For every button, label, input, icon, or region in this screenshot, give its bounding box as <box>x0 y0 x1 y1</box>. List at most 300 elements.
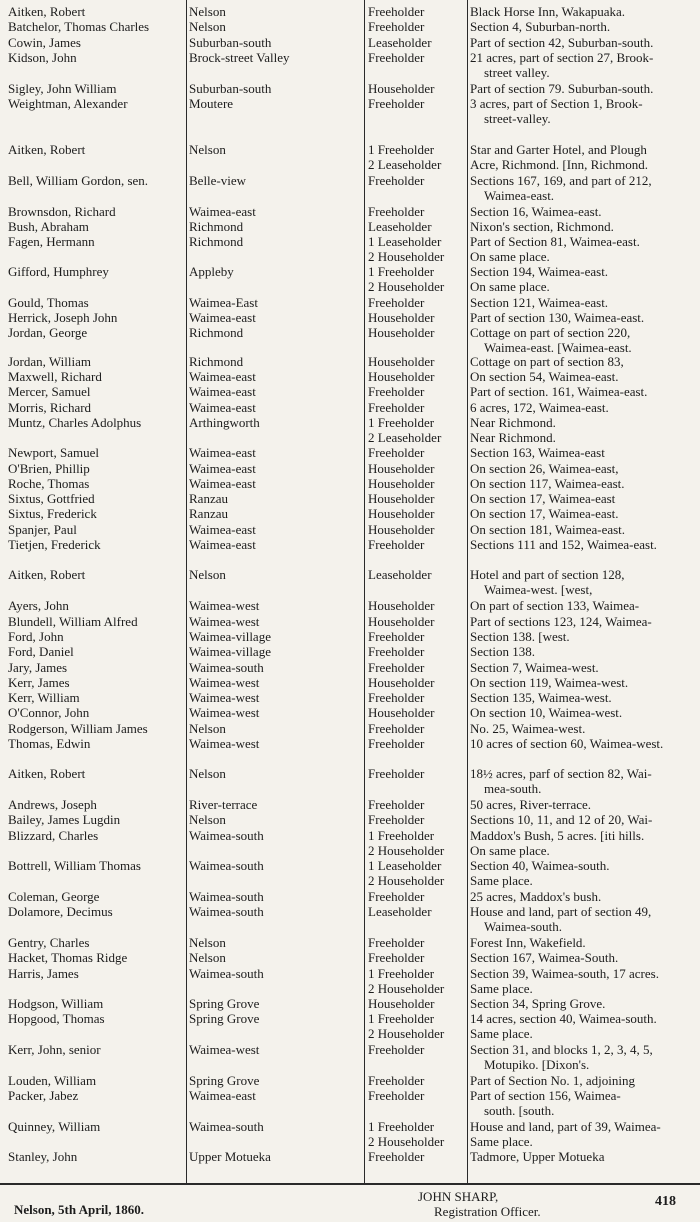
officer-name: JOHN SHARP, <box>418 1189 499 1204</box>
property-description <box>470 1011 698 1042</box>
property-line: Section 194, Waimea-east. <box>470 264 609 279</box>
voter-name: Bottrell, William Thomas <box>8 858 141 873</box>
property-description <box>470 614 698 629</box>
qualification-line: Freeholder <box>368 384 425 399</box>
place-of-abode: Waimea-west <box>189 705 260 720</box>
property-line: On section 17, Waimea-east <box>470 491 616 506</box>
voter-name: Jordan, George <box>8 325 88 340</box>
voter-name: O'Brien, Phillip <box>8 461 90 476</box>
place-of-abode: Waimea-south <box>189 889 264 904</box>
qualification-line: 1 Freeholder <box>368 142 435 157</box>
property-description <box>470 966 698 997</box>
voter-name: Rodgerson, William James <box>8 721 148 736</box>
property-description <box>470 219 698 234</box>
qualification <box>368 522 466 537</box>
voter-name: Coleman, George <box>8 889 100 904</box>
place-of-abode: Waimea-south <box>189 858 264 873</box>
qualification-line: 1 Freeholder <box>368 1011 435 1026</box>
qualification <box>368 219 466 234</box>
place-of-abode: Appleby <box>189 264 234 279</box>
qualification-line: Freeholder <box>368 50 425 65</box>
qualification-line: Freeholder <box>368 173 425 188</box>
place-of-abode: Nelson <box>189 721 226 736</box>
bottom-rule <box>0 1183 700 1185</box>
property-line: House and land, part of 39, Waimea- <box>470 1119 661 1134</box>
qualification <box>368 889 466 904</box>
voter-name: Blizzard, Charles <box>8 828 99 843</box>
voter-name: Spanjer, Paul <box>8 522 77 537</box>
place-of-abode: Waimea-east <box>189 445 256 460</box>
voter-name: Andrews, Joseph <box>8 797 97 812</box>
property-line: Section 7, Waimea-west. <box>470 660 599 675</box>
property-line: No. 25, Waimea-west. <box>470 721 586 736</box>
qualification <box>368 354 466 369</box>
place-of-abode: Waimea-village <box>189 644 271 659</box>
property-line: street-valley. <box>484 111 551 127</box>
qualification <box>368 1149 466 1164</box>
voter-name: Blundell, William Alfred <box>8 614 138 629</box>
property-description <box>470 234 698 265</box>
qualification-line: Leaseholder <box>368 567 432 582</box>
property-line: On section 26, Waimea-east, <box>470 461 619 476</box>
property-description <box>470 904 698 935</box>
place-of-abode: Waimea-east <box>189 1088 256 1103</box>
qualification <box>368 812 466 827</box>
place-of-abode: Spring Grove <box>189 996 260 1011</box>
qualification <box>368 369 466 384</box>
property-description <box>470 19 698 34</box>
property-description <box>470 812 698 827</box>
property-description <box>470 766 698 797</box>
property-line: Near Richmond. <box>470 415 556 430</box>
voter-name: Aitken, Robert <box>8 142 86 157</box>
place-of-abode: Moutere <box>189 96 234 111</box>
voter-name: Hodgson, William <box>8 996 104 1011</box>
property-description <box>470 675 698 690</box>
property-line: Sections 111 and 152, Waimea-east. <box>470 537 657 552</box>
qualification-line: Householder <box>368 310 435 325</box>
voter-name: Herrick, Joseph John <box>8 310 118 325</box>
place-of-abode: Upper Motueka <box>189 1149 271 1164</box>
property-line: On section 117, Waimea-east. <box>470 476 625 491</box>
qualification-line: Householder <box>368 522 435 537</box>
property-line: On section 17, Waimea-east. <box>470 506 619 521</box>
place-of-abode: Belle-view <box>189 173 247 188</box>
property-line: 25 acres, Maddox's bush. <box>470 889 602 904</box>
place-of-abode: Waimea-south <box>189 828 264 843</box>
place-of-abode: Nelson <box>189 567 226 582</box>
qualification <box>368 400 466 415</box>
place-of-abode: Waimea-east <box>189 400 256 415</box>
qualification <box>368 142 466 173</box>
property-line: Section 163, Waimea-east <box>470 445 605 460</box>
property-line: Sections 167, 169, and part of 212, <box>470 173 652 188</box>
qualification <box>368 506 466 521</box>
voter-name: Roche, Thomas <box>8 476 90 491</box>
qualification <box>368 234 466 265</box>
property-line: On same place. <box>470 843 550 859</box>
property-line: Same place. <box>470 1026 533 1042</box>
property-line: Waimea-east. <box>484 188 555 204</box>
place-of-abode: Waimea-south <box>189 660 264 675</box>
qualification <box>368 644 466 659</box>
qualification-line: Freeholder <box>368 766 425 781</box>
voter-name: Kidson, John <box>8 50 77 65</box>
place-of-abode: Suburban-south <box>189 81 272 96</box>
voter-name: Kerr, James <box>8 675 70 690</box>
property-line: Part of section 156, Waimea- <box>470 1088 621 1103</box>
voter-name: Dolamore, Decimus <box>8 904 113 919</box>
property-line: Section 40, Waimea-south. <box>470 858 610 873</box>
voter-name: Newport, Samuel <box>8 445 99 460</box>
property-line: Sections 10, 11, and 12 of 20, Wai- <box>470 812 653 827</box>
qualification-line: Freeholder <box>368 660 425 675</box>
property-description <box>470 400 698 415</box>
property-description <box>470 173 698 204</box>
place-of-abode: Waimea-west <box>189 736 260 751</box>
voter-name: Bush, Abraham <box>8 219 89 234</box>
qualification-line: Householder <box>368 705 435 720</box>
place-of-abode: Waimea-east <box>189 476 256 491</box>
place-of-abode: Waimea-west <box>189 614 260 629</box>
property-line: 21 acres, part of section 27, Brook- <box>470 50 654 65</box>
qualification <box>368 295 466 310</box>
column-rule <box>467 0 468 1183</box>
voter-name: Tietjen, Frederick <box>8 537 101 552</box>
qualification-line: 1 Freeholder <box>368 264 435 279</box>
place-of-abode: Waimea-south <box>189 966 264 981</box>
voter-name: Hacket, Thomas Ridge <box>8 950 128 965</box>
property-description <box>470 736 698 751</box>
voter-name: Gentry, Charles <box>8 935 90 950</box>
qualification <box>368 4 466 19</box>
property-line: On section 119, Waimea-west. <box>470 675 629 690</box>
voter-name: Sixtus, Frederick <box>8 506 97 521</box>
property-line: Motupiko. [Dixon's. <box>484 1057 590 1073</box>
property-description <box>470 50 698 81</box>
place-of-abode: Waimea-west <box>189 675 260 690</box>
voter-name: Sixtus, Gottfried <box>8 491 95 506</box>
property-description <box>470 705 698 720</box>
place-of-abode: Nelson <box>189 19 226 34</box>
property-line: Forest Inn, Wakefield. <box>470 935 586 950</box>
property-line: Section 4, Suburban-north. <box>470 19 611 34</box>
voter-name: Louden, William <box>8 1073 97 1088</box>
property-line: Part of section 130, Waimea-east. <box>470 310 645 325</box>
property-description <box>470 1149 698 1164</box>
property-description <box>470 537 698 552</box>
property-line: 50 acres, River-terrace. <box>470 797 591 812</box>
qualification-line: Householder <box>368 81 435 96</box>
qualification <box>368 1119 466 1150</box>
qualification <box>368 996 466 1011</box>
qualification-line: Householder <box>368 476 435 491</box>
property-line: Section 31, and blocks 1, 2, 3, 4, 5, <box>470 1042 653 1057</box>
voter-name: Bell, William Gordon, sen. <box>8 173 149 188</box>
property-line: south. [south. <box>484 1103 555 1119</box>
qualification-line: 2 Householder <box>368 279 445 295</box>
qualification <box>368 537 466 552</box>
property-line: Hotel and part of section 128, <box>470 567 625 582</box>
property-line: Same place. <box>470 1134 533 1150</box>
qualification <box>368 1088 466 1103</box>
property-description <box>470 598 698 613</box>
qualification-line: Householder <box>368 461 435 476</box>
qualification-line: Householder <box>368 491 435 506</box>
qualification-line: Freeholder <box>368 797 425 812</box>
property-description <box>470 354 698 369</box>
qualification-line: Leaseholder <box>368 904 432 919</box>
voter-name: Kerr, William <box>8 690 80 705</box>
qualification-line: 2 Householder <box>368 981 445 997</box>
qualification <box>368 904 466 919</box>
property-line: On section 54, Waimea-east. <box>470 369 619 384</box>
place-of-abode: Waimea-south <box>189 904 264 919</box>
voter-name: Kerr, John, senior <box>8 1042 101 1057</box>
qualification-line: 2 Householder <box>368 1026 445 1042</box>
property-line: Near Richmond. <box>470 430 556 446</box>
property-line: Acre, Richmond. [Inn, Richmond. <box>470 157 648 173</box>
voter-name: Packer, Jabez <box>8 1088 79 1103</box>
property-description <box>470 476 698 491</box>
place-of-abode: Nelson <box>189 4 226 19</box>
qualification-line: 1 Freeholder <box>368 828 435 843</box>
place-of-abode: River-terrace <box>189 797 258 812</box>
place-of-abode: Waimea-west <box>189 598 260 613</box>
place-of-abode: Arthingworth <box>189 415 260 430</box>
place-of-abode: Waimea-east <box>189 384 256 399</box>
qualification <box>368 310 466 325</box>
qualification-line: 2 Leaseholder <box>368 157 442 173</box>
property-line: 6 acres, 172, Waimea-east. <box>470 400 609 415</box>
place-of-abode: Waimea-east <box>189 522 256 537</box>
qualification-line: Freeholder <box>368 629 425 644</box>
voter-name: Gould, Thomas <box>8 295 89 310</box>
property-line: Part of Section 81, Waimea-east. <box>470 234 640 249</box>
qualification <box>368 567 466 582</box>
qualification-line: 1 Freeholder <box>368 966 435 981</box>
place-of-abode: Richmond <box>189 325 244 340</box>
property-description <box>470 310 698 325</box>
qualification <box>368 1042 466 1057</box>
qualification-line: Freeholder <box>368 96 425 111</box>
qualification <box>368 705 466 720</box>
qualification-line: 2 Householder <box>368 873 445 889</box>
property-description <box>470 204 698 219</box>
qualification <box>368 950 466 965</box>
property-line: Same place. <box>470 873 533 889</box>
property-line: Part of sections 123, 124, Waimea- <box>470 614 652 629</box>
qualification-line: 1 Leaseholder <box>368 858 442 873</box>
property-description <box>470 1073 698 1088</box>
place-of-abode: Waimea-east <box>189 369 256 384</box>
property-line: Nixon's section, Richmond. <box>470 219 614 234</box>
place-of-abode: Nelson <box>189 935 226 950</box>
qualification-line: Freeholder <box>368 721 425 736</box>
voter-name: Thomas, Edwin <box>8 736 91 751</box>
property-description <box>470 660 698 675</box>
qualification-line: Freeholder <box>368 400 425 415</box>
property-line: Black Horse Inn, Wakapuaka. <box>470 4 626 19</box>
property-description <box>470 935 698 950</box>
voter-name: Muntz, Charles Adolphus <box>8 415 142 430</box>
property-line: mea-south. <box>484 781 542 797</box>
property-line: street valley. <box>484 65 550 81</box>
qualification-line: Leaseholder <box>368 35 432 50</box>
property-line: Part of Section No. 1, adjoining <box>470 1073 636 1088</box>
property-line: Waimea-south. <box>484 919 563 935</box>
voter-name: Stanley, John <box>8 1149 78 1164</box>
place-of-abode: Waimea-East <box>189 295 258 310</box>
qualification-line: Freeholder <box>368 935 425 950</box>
qualification <box>368 461 466 476</box>
voter-name: Bailey, James Lugdin <box>8 812 121 827</box>
qualification-line: 1 Leaseholder <box>368 234 442 249</box>
voter-name: Fagen, Hermann <box>8 234 95 249</box>
qualification-line: 1 Freeholder <box>368 415 435 430</box>
property-line: Section 39, Waimea-south, 17 acres. <box>470 966 659 981</box>
property-line: Star and Garter Hotel, and Plough <box>470 142 647 157</box>
qualification <box>368 35 466 50</box>
qualification-line: 2 Leaseholder <box>368 430 442 446</box>
officer-signature <box>410 1189 541 1219</box>
property-description <box>470 996 698 1011</box>
column-rule <box>186 0 187 1183</box>
qualification <box>368 50 466 65</box>
property-description <box>470 35 698 50</box>
qualification-line: 2 Householder <box>368 843 445 859</box>
qualification <box>368 629 466 644</box>
qualification-line: Freeholder <box>368 812 425 827</box>
qualification-line: Householder <box>368 675 435 690</box>
property-description <box>470 950 698 965</box>
column-rule <box>364 0 365 1183</box>
property-description <box>470 690 698 705</box>
qualification-line: Freeholder <box>368 950 425 965</box>
place-of-abode: Ranzau <box>189 491 228 506</box>
voter-name: Quinney, William <box>8 1119 101 1134</box>
property-description <box>470 629 698 644</box>
voter-name: Batchelor, Thomas Charles <box>8 19 150 34</box>
qualification-line: Freeholder <box>368 445 425 460</box>
place-of-abode: Ranzau <box>189 506 228 521</box>
place-of-abode: Waimea-east <box>189 537 256 552</box>
qualification <box>368 325 466 340</box>
property-line: House and land, part of section 49, <box>470 904 652 919</box>
property-description <box>470 797 698 812</box>
qualification <box>368 660 466 675</box>
property-line: On same place. <box>470 279 550 295</box>
qualification-line: Freeholder <box>368 295 425 310</box>
place-of-abode: Waimea-west <box>189 1042 260 1057</box>
qualification-line: Freeholder <box>368 204 425 219</box>
qualification-line: Freeholder <box>368 736 425 751</box>
property-description <box>470 295 698 310</box>
property-line: Section 135, Waimea-west. <box>470 690 612 705</box>
property-line: Section 138. <box>470 644 535 659</box>
property-description <box>470 567 698 598</box>
voter-name: Ford, Daniel <box>8 644 74 659</box>
qualification-line: Freeholder <box>368 19 425 34</box>
voter-name: Aitken, Robert <box>8 766 86 781</box>
voter-name: Gifford, Humphrey <box>8 264 109 279</box>
property-description <box>470 81 698 96</box>
property-line: Maddox's Bush, 5 acres. [iti hills. <box>470 828 645 843</box>
voter-name: Morris, Richard <box>8 400 92 415</box>
property-description <box>470 142 698 173</box>
property-description <box>470 506 698 521</box>
qualification-line: Householder <box>368 996 435 1011</box>
qualification-line: Householder <box>368 614 435 629</box>
qualification <box>368 858 466 889</box>
property-line: 18½ acres, parf of section 82, Wai- <box>470 766 652 781</box>
property-line: 10 acres of section 60, Waimea-west. <box>470 736 664 751</box>
qualification <box>368 721 466 736</box>
qualification-line: 1 Freeholder <box>368 1119 435 1134</box>
voter-name: Cowin, James <box>8 35 81 50</box>
qualification-line: Householder <box>368 369 435 384</box>
place-of-abode: Richmond <box>189 219 244 234</box>
qualification-line: Freeholder <box>368 1088 425 1103</box>
qualification <box>368 81 466 96</box>
officer-title: Registration Officer. <box>434 1204 541 1219</box>
voter-name: Weightman, Alexander <box>8 96 128 111</box>
qualification-line: Freeholder <box>368 690 425 705</box>
qualification <box>368 415 466 446</box>
qualification <box>368 797 466 812</box>
property-description <box>470 889 698 904</box>
qualification <box>368 491 466 506</box>
property-description <box>470 461 698 476</box>
qualification <box>368 614 466 629</box>
voter-name: Hopgood, Thomas <box>8 1011 105 1026</box>
qualification-line: 2 Householder <box>368 249 445 265</box>
property-line: Cottage on part of section 83, <box>470 354 624 369</box>
qualification <box>368 598 466 613</box>
voter-name: Aitken, Robert <box>8 567 86 582</box>
property-line: Section 138. [west. <box>470 629 570 644</box>
qualification-line: Freeholder <box>368 537 425 552</box>
qualification-line: Householder <box>368 506 435 521</box>
voter-name: Aitken, Robert <box>8 4 86 19</box>
property-description <box>470 4 698 19</box>
qualification <box>368 935 466 950</box>
property-line: Part of section 42, Suburban-south. <box>470 35 654 50</box>
qualification <box>368 766 466 781</box>
property-description <box>470 1119 698 1150</box>
place-of-abode: Waimea-east <box>189 204 256 219</box>
qualification-line: Freeholder <box>368 1149 425 1164</box>
voter-name: Harris, James <box>8 966 79 981</box>
qualification-line: Freeholder <box>368 644 425 659</box>
property-description <box>470 96 698 127</box>
qualification-line: Freeholder <box>368 4 425 19</box>
property-line: Section 34, Spring Grove. <box>470 996 606 1011</box>
place-of-abode: Suburban-south <box>189 35 272 50</box>
page-number: 418 <box>655 1194 676 1209</box>
place-of-abode: Waimea-east <box>189 310 256 325</box>
qualification-line: Householder <box>368 598 435 613</box>
property-description <box>470 415 698 446</box>
qualification-line: Householder <box>368 354 435 369</box>
voter-name: Brownsdon, Richard <box>8 204 116 219</box>
voter-name: Jary, James <box>8 660 68 675</box>
property-line: Tadmore, Upper Motueka <box>470 1149 605 1164</box>
property-line: On section 181, Waimea-east. <box>470 522 626 537</box>
place-of-abode: Nelson <box>189 950 226 965</box>
qualification <box>368 384 466 399</box>
qualification <box>368 1073 466 1088</box>
